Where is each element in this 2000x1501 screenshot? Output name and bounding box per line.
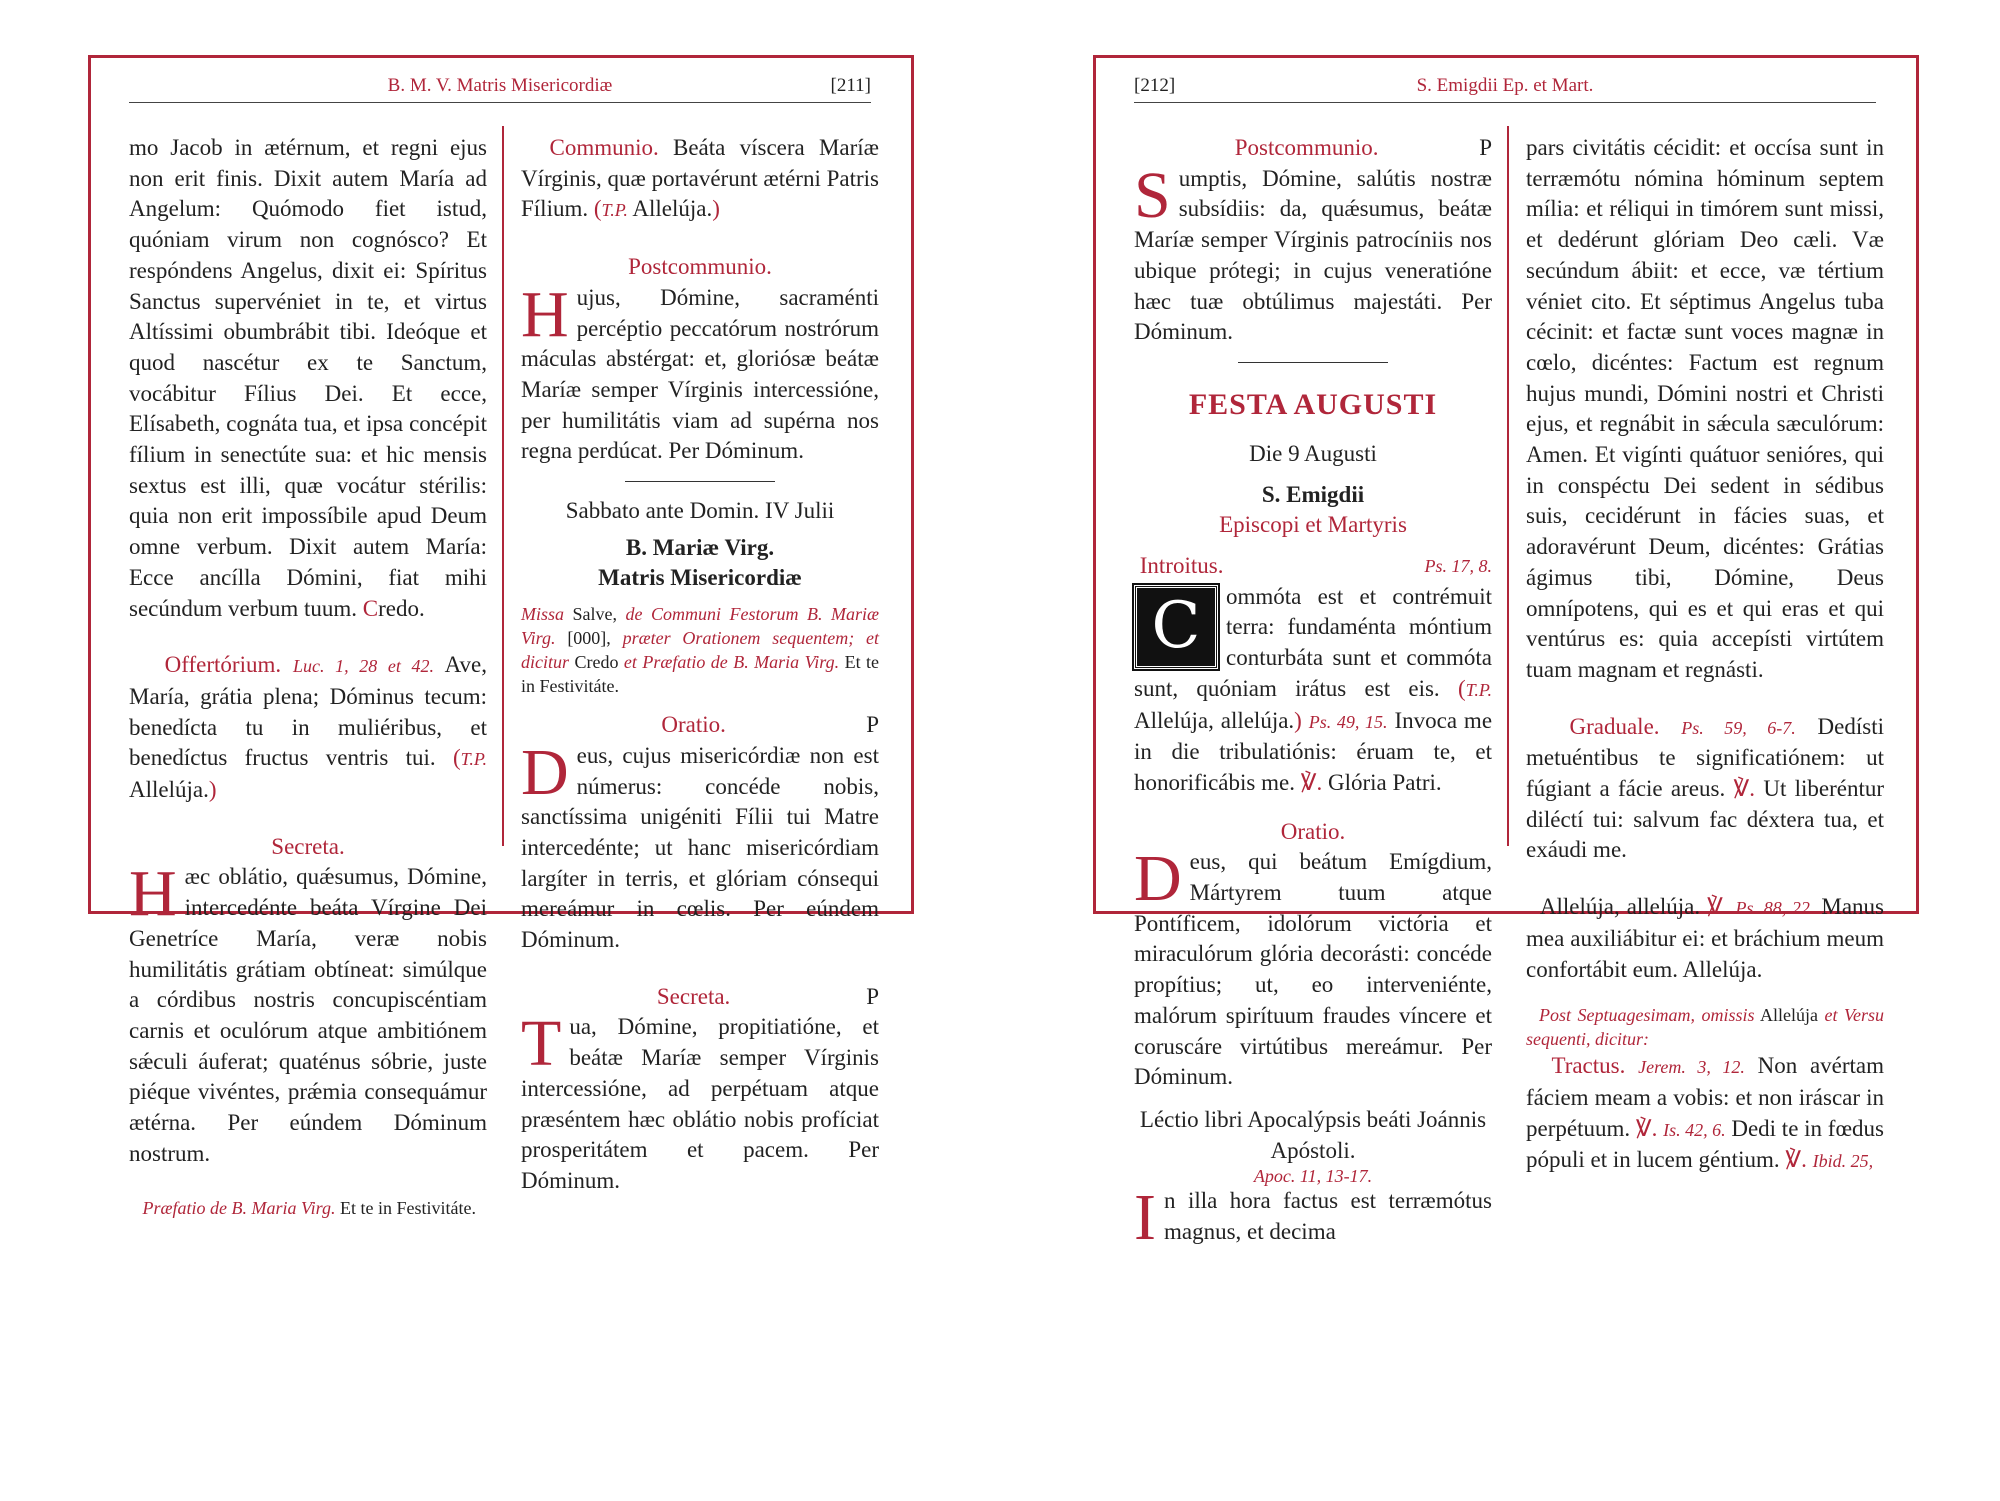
tractus: Tractus. Jerem. 3, 12. Non avértam fáciem meam a vobis: et non iráscar in perpétuum. ℣. Is. 42, 6. Dedi te in fœdus pópuli et in lucem géntium. ℣. Ibid. 25, <box>1526 1053 1885 1173</box>
lectio-heading: Léctio libri Apocalýpsis beáti Joánnis Apóstoli. <box>1139 1106 1487 1163</box>
sabbato-line: Sabbato ante Domin. IV Julii <box>565 498 835 524</box>
separator-rule <box>625 481 775 482</box>
secreta-heading: Secreta. <box>271 833 345 859</box>
credo-initial: C <box>362 595 379 621</box>
lectio-ref: Apoc. 11, 13-17. <box>1253 1166 1373 1187</box>
drop-cap: D <box>521 735 569 809</box>
oratio-heading: Oratio. <box>1280 818 1346 844</box>
right-page <box>1093 55 1919 1255</box>
oratio-heading: Oratio. P <box>661 712 879 738</box>
versicle-icon: ℣. <box>1707 894 1729 920</box>
oratio-text: Deus, cujus misericórdiæ non est númerus: concéde nobis, sanctíssima unigéniti Fílii tui Matre intercedénte; ut hanc misericórdiam largíter in terris, et glóriam cónsequi mereámur in cœlis. Per eúndem Dóminum. <box>521 735 879 953</box>
lectio-text: In illa hora factus est terræmótus magnus, et decima <box>1134 1181 1492 1255</box>
ornate-initial-icon: C <box>1134 585 1218 669</box>
communio: Communio. Beáta víscera Maríæ Vírginis, quæ portavérunt ætérni Patris Fílium. (T.P. Allelúja.) <box>521 135 880 222</box>
page-header <box>1134 72 1876 103</box>
secreta-text: Hæc oblátio, quǽsumus, Dómine, intercedénte beáta Vírgine Dei Genetríce María, veræ nobis humilitátis grátiam obtíneat: simúlque a córdibus nostris concupiscéntiam carnis et oculórum atque ambitiónem sǽculi áuferat; quaténus sóbrie, juste piéque vivéntes, prǽmia consequámur ætérna. Per eúndem Dóminum nostrum. <box>129 857 487 1166</box>
missa-rubric: Missa Salve, de Communi Festorum B. Mariæ Virg. [000], præter Orationem sequentem; et dicitur Credo et Præfatio de B. Maria Virg. Et te in Festivitáte. <box>521 604 880 697</box>
drop-cap: D <box>1134 842 1182 916</box>
page-number: [212] <box>1134 75 1176 96</box>
left-page <box>88 55 914 1218</box>
versicle-icon: ℣. <box>1300 769 1323 795</box>
secreta-text-2: Tua, Dómine, propitiatióne, et beátæ Maríæ semper Vírginis intercessióne, ad perpétuam atque præséntem hæc oblátio nobis profíciat prosperitátem et pacem. Per Dóminum. <box>521 1007 879 1193</box>
oratio-text: Deus, qui beátum Emígdium, Mártyrem tuum atque Pontíficem, idolórum victória et miraculórum glória decorásti: concéde propítius; ut, eo interveniénte, malórum spirítuum fraudes víncere et coruscáre virtútibus mereámur. Per Dóminum. <box>1134 842 1492 1090</box>
feast-subtitle: Matris Misericordiæ <box>598 565 802 591</box>
postcommunio-heading: Postcommunio. <box>628 254 772 280</box>
separator-rule <box>1238 362 1388 363</box>
running-title: B. M. V. Matris Misericordiæ <box>387 75 613 96</box>
gospel-continuation: mo Jacob in ætérnum, et regni ejus non erit finis. Dixit autem María ad Angelum: Quómodo fiet istud, quóniam virum non cognósco? Et respóndens Angelus, dixit ei: Spíritus Sanctus supervéniet in te, et virtus Altíssimi obumbrábit tibi. Ideóque et quod nascétur ex te Sanctum, vocábitur Fílius Dei. Et ecce, Elísabeth, cognáta tua, et ipsa concépit fílium in senectúte sua: et hic mensis sextus est illi, quæ vocátur stérilis: quia non erit impossíbile apud Deum omne verbum. Dixit autem María: Ecce ancílla Dómini, fiat mihi secúndum verbum tuum. Credo. <box>129 135 487 621</box>
versicle-icon: ℣. <box>1785 1147 1807 1173</box>
page-number: [211] <box>830 75 871 96</box>
feast-title: B. Mariæ Virg. <box>625 534 775 560</box>
festa-heading: FESTA AUGUSTI <box>1188 387 1438 421</box>
communio-label: Communio. <box>549 135 659 160</box>
post-septuagesimam-rubric: Post Septuagesimam, omissis Allelúja et Versu sequenti, dicitur: <box>1526 1005 1884 1050</box>
left-column <box>1134 133 1493 1255</box>
alleluia: Allelúja, allelúja. ℣. Ps. 88, 22. Manus mea auxiliábitur ei: et bráchium meum confortábit eum. Allelúja. <box>1526 894 1885 982</box>
graduale: Graduale. Ps. 59, 6-7. Dedísti metuéntibus te significatiónem: ut fúgiant a fácie areus. ℣. Ut liberéntur diléctí tui: salvum fac déxtera tua, et exáudi me. <box>1526 713 1885 863</box>
die-line: Die 9 Augusti <box>1249 440 1377 466</box>
drop-cap: H <box>129 857 177 931</box>
saint-subtitle: Episcopi et Martyris <box>1219 512 1407 538</box>
offertorium-ref: Luc. 1, 28 et 42. <box>293 656 435 677</box>
right-column <box>1526 133 1884 1177</box>
versicle-icon: ℣. <box>1635 1115 1658 1141</box>
offertorium-label: Offertórium. <box>164 652 282 678</box>
lectio-continuation: pars civitátis cécidit: et occísa sunt in terræmótu nómina hóminum septem mília: et réliqui in timórem sunt missi, et dedérunt glóriam Deo cæli. Væ secúndum ábiit: et ecce, væ tértium véniet cito. Et séptimus Angelus tuba cécinit: et factæ sunt voces magnæ in cœlo, dicéntes: Factum est regnum hujus mundi, Dómini nostri et Christi ejus, et regnábit in sǽcula sæculórum: Amen. Et vigínti quátuor senióres, qui in conspéctu Dei sedent in sédibus suis, cecidérunt in fácies suas, et adoravérunt Deum, dicéntes: Grátias ágimus tibi, Dómine, Deus omnípotens, qui es et qui eras et qui ventúrus es: quia accepísti virtútem tuam magnam et regnásti. <box>1526 135 1884 682</box>
running-title: S. Emigdii Ep. et Mart. <box>1416 75 1594 96</box>
saint-name: S. Emigdii <box>1261 481 1365 507</box>
drop-cap: T <box>521 1007 562 1081</box>
left-column <box>129 133 487 1220</box>
offertorium: Offertórium. Luc. 1, 28 et 42. Ave, María, grátia plena; Dóminus tecum: benedícta tu in muliéribus, et benedíctus fructus ventris tui. (T.P. Allelúja.) <box>129 652 488 803</box>
postcommunio-text: Hujus, Dómine, sacraménti percéptio peccatórum nostrórum máculas abstérgat: et, gloriósæ beátæ Maríæ semper Vírginis intercessióne, per humilitátis viam ad supérna nos regna perdúcat. Per Dóminum. <box>521 277 879 464</box>
column-divider <box>502 126 504 846</box>
versicle-icon: ℣. <box>1733 776 1756 802</box>
column-divider <box>1507 126 1509 846</box>
introitus-text: C ommóta est et contrémuit terra: fundaménta móntium conturbáta sunt et commóta sunt, quóniam irátus est eis. (T.P. Allelúja, allelúja.) Ps. 49, 15. Invoca me in die tribulatiónis: éruam te, et honorificábis me. ℣. Glória Patri. <box>1134 583 1493 795</box>
page-header <box>129 72 871 103</box>
introitus-heading: Introitus. Ps. 17, 8. <box>1139 553 1492 579</box>
postcommunio-text: Sumptis, Dómine, salútis nostræ subsídiis: da, quǽsumus, beátæ Maríæ semper Vírginis patrocíniis nos ubique prótegi; in cujus veneratióne hæc tuæ obtúlimus majestáti. Per Dóminum. <box>1134 158 1492 345</box>
secreta-heading-2: Secreta. P <box>656 983 879 1009</box>
right-column <box>521 133 879 1197</box>
praefatio-note: Præfatio de B. Maria Virg. Et te in Festivitáte. <box>142 1197 476 1218</box>
postcommunio-heading: Postcommunio. P <box>1234 135 1492 160</box>
drop-cap: I <box>1134 1181 1156 1255</box>
drop-cap: S <box>1134 158 1171 232</box>
drop-cap: H <box>521 277 569 351</box>
